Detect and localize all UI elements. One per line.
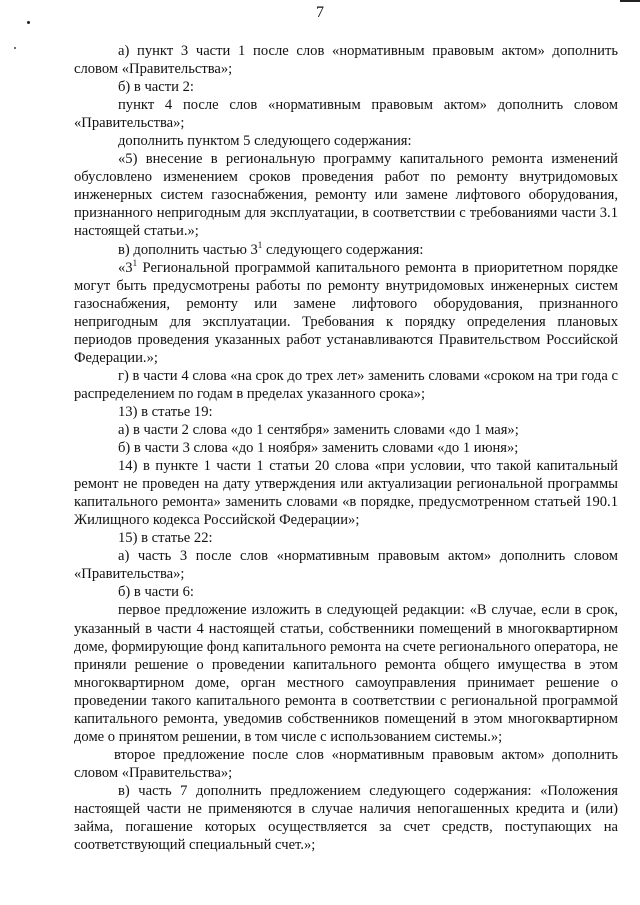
paragraph: второе предложение после слов «нормативным правовым актом» дополнить словом «Правительства»; [74, 746, 618, 781]
paragraph: первое предложение изложить в следующей редакции: «В случае, если в срок, указанный в части 4 настоящей статьи, собственники помещений в многоквартирном доме, формирующие фонд капитального ремонта на счете регионального оператора, не приняли решение о проведении капитального ремонта общего имущества в этом многоквартирном доме, орган местного самоуправления принимает решение о проведении такого капитального ремонта в соответствии с региональной программой капитального ремонта, уведомив собственников помещений в этом многоквартирном доме о принятом решении, в том числе с использованием системы.»; [74, 602, 618, 745]
paragraph: г) в части 4 слова «на срок до трех лет» заменить словами «сроком на три года с распределением по годам в пределах указанного срока»; [74, 367, 618, 402]
paragraph: пункт 4 после слов «нормативным правовым актом» дополнить словом «Правительства»; [74, 97, 618, 132]
paragraph: дополнить пунктом 5 следующего содержания: [118, 133, 412, 150]
paragraph [74, 259, 618, 367]
paragraph: б) в части 3 слова «до 1 ноября» заменить словами «до 1 июня»; [118, 440, 519, 457]
paragraph: а) пункт 3 части 1 после слов «нормативным правовым актом» дополнить словом «Правительства»; [74, 43, 618, 78]
paragraph-text: Региональной программой капитального ремонта в приоритетном порядке могут быть предусмотрены работы по ремонту внутридомовых инженерных систем газоснабжения, ремонту или замене лифтового оборудования, признанного непригодным для эксплуатации. Требования к порядку определения плановых периодов проведения указанных работ устанавливаются Правительством Российской Федерации.»; [74, 259, 618, 366]
document-body [74, 42, 618, 854]
paragraph-text: в) дополнить частью 3 [118, 241, 258, 258]
page-number: 7 [316, 4, 324, 21]
paragraph: 14) в пункте 1 части 1 статьи 20 слова «при условии, что такой капитальный ремонт не проведен на дату утверждения или актуализации региональной программы капитального ремонта» заменить словами «в порядке, предусмотренном статьей 190.1 Жилищного кодекса Российской Федерации»; [74, 458, 618, 529]
superscript: 1 [132, 257, 138, 268]
paragraph: а) часть 3 после слов «нормативным правовым актом» дополнить словом «Правительства»; [74, 548, 618, 583]
paragraph: б) в части 2: [118, 79, 194, 96]
paragraph: «5) внесение в региональную программу капитального ремонта изменений обусловлено изменением сроков проведения работ по ремонту внутридомовых инженерных систем газоснабжения, ремонту или замене лифтового оборудования, признанного непригодным для эксплуатации, в соответствии с требованиями части 3.1 настоящей статьи.»; [74, 151, 618, 240]
paragraph: 15) в статье 22: [118, 530, 213, 547]
paragraph: 13) в статье 19: [118, 403, 213, 420]
paragraph-text: следующего содержания: [262, 241, 424, 258]
paragraph: б) в части 6: [118, 584, 194, 601]
superscript: 1 [257, 239, 263, 250]
scan-corner-mark [620, 0, 640, 2]
paragraph [74, 241, 618, 259]
scan-speck [27, 21, 30, 24]
paragraph-text: «3 [118, 259, 133, 276]
scan-speck [14, 47, 16, 49]
paragraph: а) в части 2 слова «до 1 сентября» заменить словами «до 1 мая»; [118, 421, 519, 438]
paragraph: в) часть 7 дополнить предложением следующего содержания: «Положения настоящей части не применяются в случае наличия непогашенных кредита и (или) займа, погашение которых осуществляется за счет средств, поступающих на соответствующий специальный счет.»; [74, 782, 618, 854]
